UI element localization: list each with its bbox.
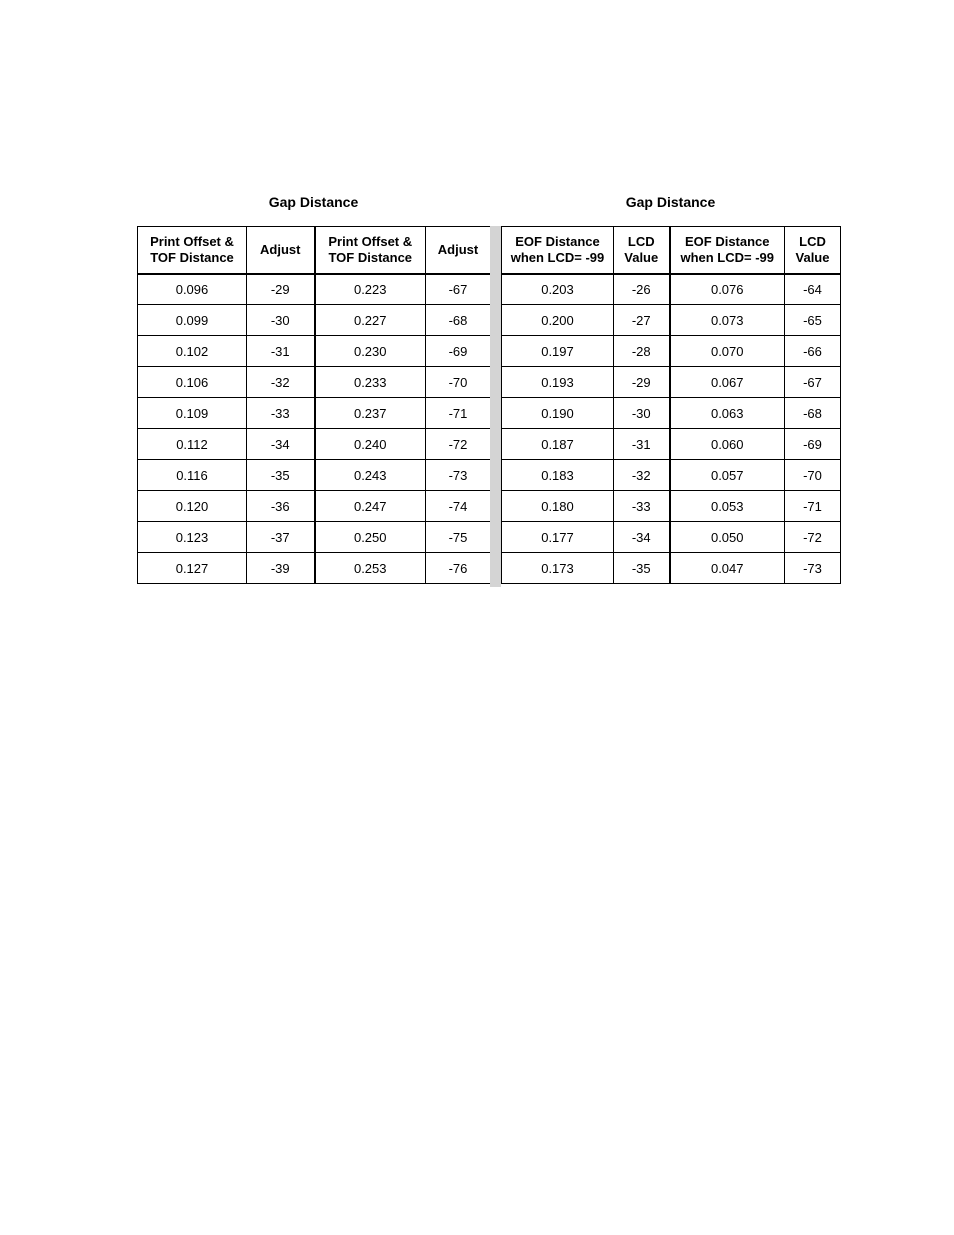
table-cell: 0.116 (138, 460, 247, 491)
table-row (138, 336, 491, 367)
table-row (138, 460, 491, 491)
table-cell: -65 (785, 305, 841, 336)
column-header: LCD Value (614, 227, 670, 274)
table-row (502, 305, 841, 336)
gap-distance-eof-table (501, 226, 841, 584)
table-cell: 0.187 (502, 429, 614, 460)
table-row (138, 491, 491, 522)
table-cell: -37 (247, 522, 315, 553)
table-cell: -29 (247, 274, 315, 305)
table-cell: 0.233 (315, 367, 426, 398)
table-cell: 0.057 (670, 460, 785, 491)
table-row (138, 274, 491, 305)
table-cell: 0.177 (502, 522, 614, 553)
table-cell: 0.197 (502, 336, 614, 367)
table-cell: -68 (785, 398, 841, 429)
column-header: Adjust (247, 227, 315, 274)
table-row (502, 367, 841, 398)
table-cell: -39 (247, 553, 315, 584)
table-cell: -30 (614, 398, 670, 429)
table-cell: 0.109 (138, 398, 247, 429)
table-cell: 0.060 (670, 429, 785, 460)
table-cell: 0.102 (138, 336, 247, 367)
column-header: EOF Distance when LCD= -99 (502, 227, 614, 274)
table-cell: -64 (785, 274, 841, 305)
table-cell: -34 (614, 522, 670, 553)
table-row (138, 367, 491, 398)
table-cell: 0.183 (502, 460, 614, 491)
column-header: Adjust (426, 227, 491, 274)
table-cell: 0.250 (315, 522, 426, 553)
table-cell: -76 (426, 553, 491, 584)
table-cell: -32 (247, 367, 315, 398)
table-row (138, 305, 491, 336)
table-row (502, 460, 841, 491)
table-cell: 0.096 (138, 274, 247, 305)
table-cell: -35 (614, 553, 670, 584)
table-cell: 0.230 (315, 336, 426, 367)
table-cell: 0.227 (315, 305, 426, 336)
table-cell: 0.073 (670, 305, 785, 336)
table-cell: 0.243 (315, 460, 426, 491)
table-row (138, 553, 491, 584)
table-cell: -67 (426, 274, 491, 305)
table-cell: -67 (785, 367, 841, 398)
table-cell: -75 (426, 522, 491, 553)
gap-distance-print-offset-table (137, 226, 491, 584)
table-cell: 0.190 (502, 398, 614, 429)
table-row (502, 429, 841, 460)
column-header: Print Offset & TOF Distance (138, 227, 247, 274)
table-cell: -70 (426, 367, 491, 398)
table-cell: 0.223 (315, 274, 426, 305)
table-cell: -31 (247, 336, 315, 367)
table-cell: 0.203 (502, 274, 614, 305)
table-cell: -72 (426, 429, 491, 460)
table-row (138, 522, 491, 553)
column-header: EOF Distance when LCD= -99 (670, 227, 785, 274)
table-cell: 0.076 (670, 274, 785, 305)
table-cell: -73 (785, 553, 841, 584)
table-cell: -33 (614, 491, 670, 522)
table-cell: 0.173 (502, 553, 614, 584)
table-cell: -70 (785, 460, 841, 491)
table-cell: 0.120 (138, 491, 247, 522)
right-table-title: Gap Distance (625, 194, 716, 210)
table-cell: -74 (426, 491, 491, 522)
table-cell: 0.067 (670, 367, 785, 398)
table-cell: 0.180 (502, 491, 614, 522)
table-cell: -31 (614, 429, 670, 460)
table-cell: -30 (247, 305, 315, 336)
column-header: LCD Value (785, 227, 841, 274)
table-cell: -29 (614, 367, 670, 398)
table-cell: -35 (247, 460, 315, 491)
table-cell: -26 (614, 274, 670, 305)
table-cell: 0.047 (670, 553, 785, 584)
table-cell: -71 (785, 491, 841, 522)
table-cell: -32 (614, 460, 670, 491)
table-row (502, 491, 841, 522)
table-cell: 0.070 (670, 336, 785, 367)
table-header-row (502, 227, 841, 274)
table-cell: -27 (614, 305, 670, 336)
table-cell: -72 (785, 522, 841, 553)
table-row (138, 429, 491, 460)
table-cell: -34 (247, 429, 315, 460)
table-cell: 0.106 (138, 367, 247, 398)
table-cell: -68 (426, 305, 491, 336)
left-table-title: Gap Distance (268, 194, 359, 210)
column-header: Print Offset & TOF Distance (315, 227, 426, 274)
table-cell: -33 (247, 398, 315, 429)
table-cell: -66 (785, 336, 841, 367)
table-cell: 0.063 (670, 398, 785, 429)
table-divider (490, 226, 501, 587)
table-row (502, 274, 841, 305)
table-cell: 0.240 (315, 429, 426, 460)
table-row (502, 522, 841, 553)
table-cell: 0.099 (138, 305, 247, 336)
table-cell: -69 (785, 429, 841, 460)
table-row (502, 398, 841, 429)
table-cell: 0.193 (502, 367, 614, 398)
table-cell: -73 (426, 460, 491, 491)
table-cell: 0.050 (670, 522, 785, 553)
table-row (502, 336, 841, 367)
table-cell: 0.237 (315, 398, 426, 429)
table-cell: 0.123 (138, 522, 247, 553)
table-cell: 0.053 (670, 491, 785, 522)
table-cell: 0.127 (138, 553, 247, 584)
table-row (502, 553, 841, 584)
table-cell: -36 (247, 491, 315, 522)
table-cell: -71 (426, 398, 491, 429)
table-cell: 0.112 (138, 429, 247, 460)
table-header-row (138, 227, 491, 274)
table-cell: 0.247 (315, 491, 426, 522)
table-cell: 0.200 (502, 305, 614, 336)
table-cell: -28 (614, 336, 670, 367)
table-cell: -69 (426, 336, 491, 367)
table-cell: 0.253 (315, 553, 426, 584)
table-row (138, 398, 491, 429)
